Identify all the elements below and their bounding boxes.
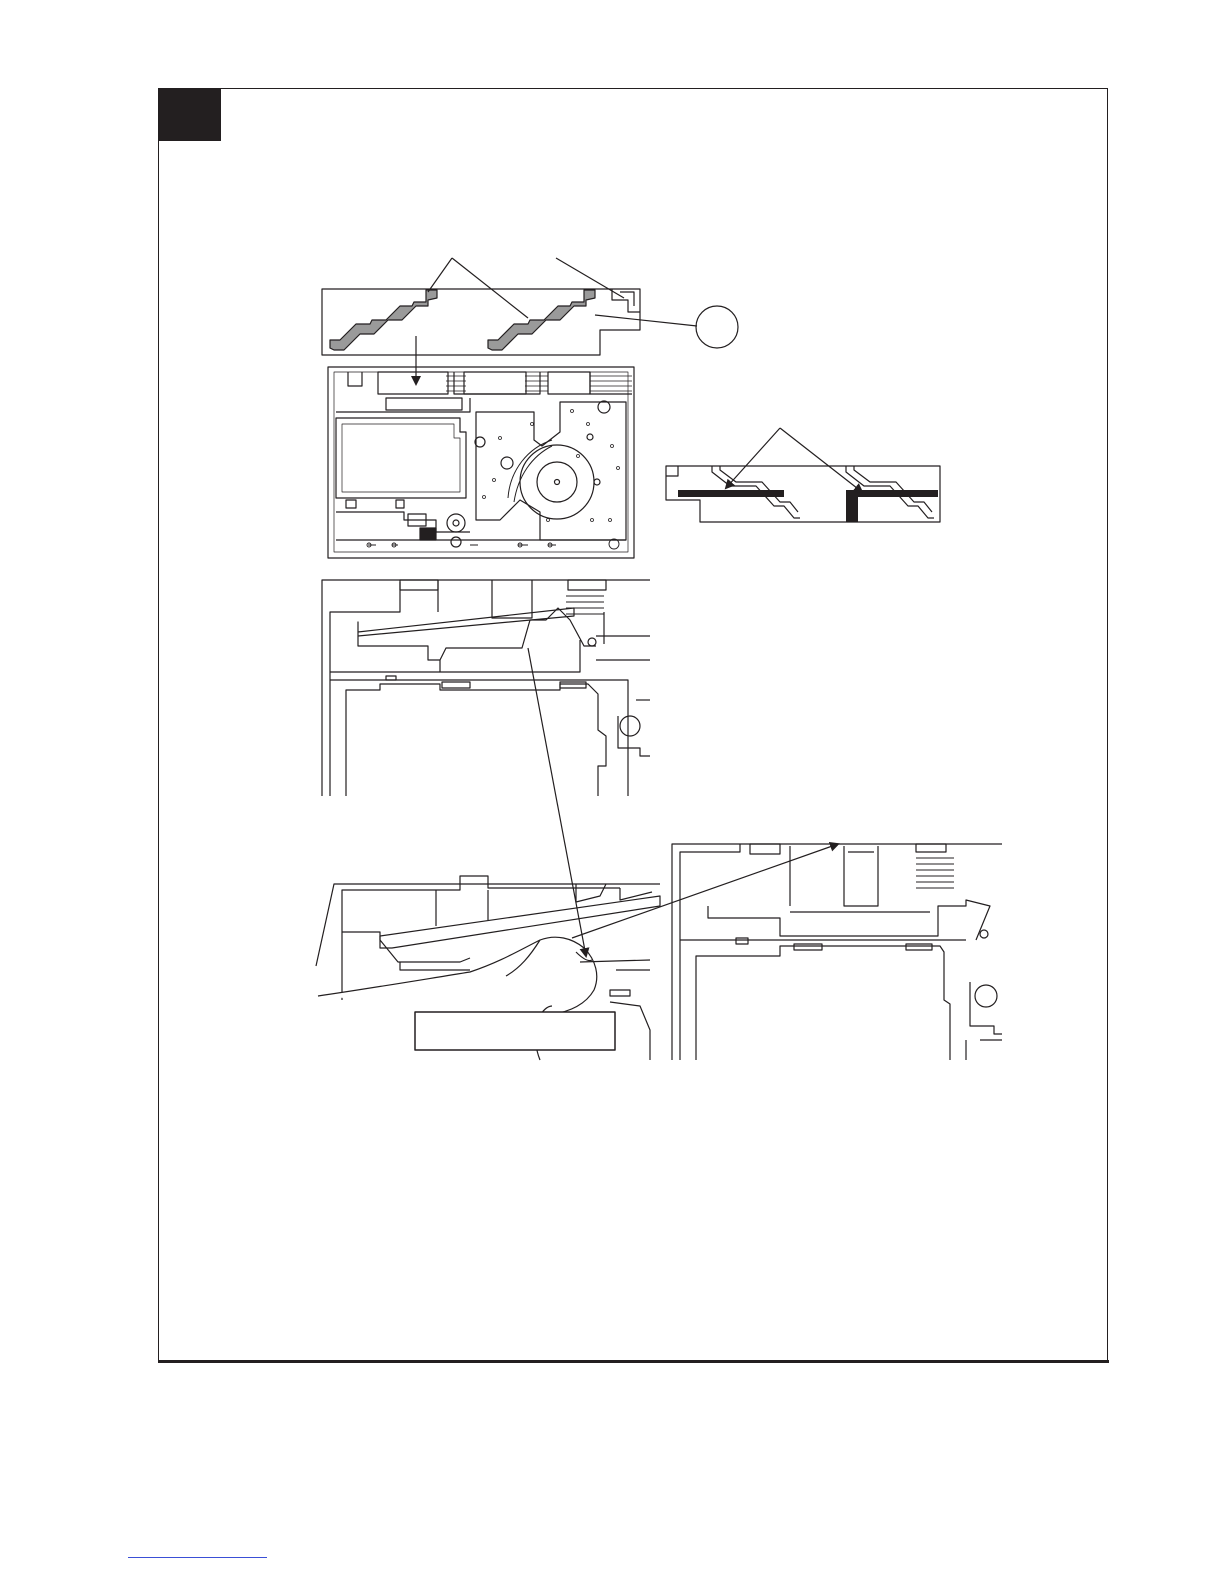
detail-view-middle [322,580,650,796]
black-bar-right-vertical [846,490,858,522]
hand-outline [318,937,597,1014]
detail-view-bottom-right [672,844,1002,1060]
connecting-arrows [528,648,838,956]
footer-rule [128,1557,267,1558]
top-housing-part [322,258,738,384]
cd-mechanism-top-view [328,367,634,558]
black-bar-right-horizontal [846,490,938,497]
caption-box [415,1012,615,1050]
stepped-slot-left [330,290,437,350]
hand-removal-view [316,876,660,1060]
section-view-right [666,428,940,522]
black-bar-left [678,490,784,497]
callout-circle [696,306,738,348]
